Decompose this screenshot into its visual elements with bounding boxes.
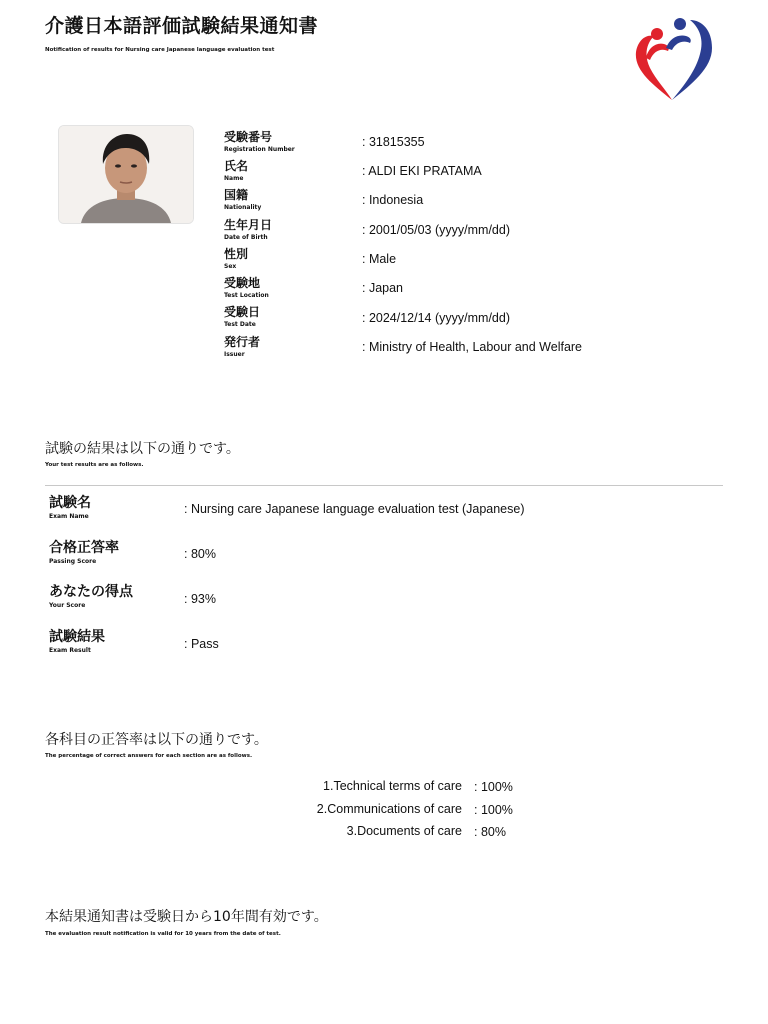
exam-result-label-english: Exam Result: [49, 647, 91, 654]
test-location-label-english: Test Location: [224, 292, 269, 299]
document-title: 介護日本語評価試験結果通知書: [45, 15, 319, 37]
section-scores-heading-english: The percentage of correct answers for each section are as follows.: [45, 753, 253, 759]
date-of-birth-label: 生年月日: [224, 218, 273, 232]
exam-name-value: : Nursing care Japanese language evaluation test (Japanese): [184, 502, 525, 516]
name-label: 氏名: [224, 159, 249, 173]
date-of-birth-label-english: Date of Birth: [224, 234, 268, 241]
registration-number-value: : 31815355: [362, 135, 425, 149]
nationality-value: : Indonesia: [362, 193, 424, 207]
name-value: : ALDI EKI PRATAMA: [362, 164, 482, 178]
mhlw-heart-logo-icon: [632, 14, 716, 104]
your-score-label-english: Your Score: [49, 602, 86, 609]
exam-result-value: : Pass: [184, 637, 219, 651]
issuer-label: 発行者: [224, 335, 261, 349]
passing-score-label-english: Passing Score: [49, 558, 97, 565]
issuer-label-english: Issuer: [224, 351, 245, 358]
name-label-english: Name: [224, 175, 244, 182]
registration-number-label: 受験番号: [224, 130, 273, 144]
results-heading-english: Your test results are as follows.: [45, 462, 144, 468]
section-score-technical-terms: : 100%: [474, 780, 513, 794]
nationality-label-english: Nationality: [224, 204, 262, 211]
results-heading: 試験の結果は以下の通りです。: [45, 441, 240, 457]
test-location-label: 受験地: [224, 276, 261, 290]
sex-value: : Male: [362, 252, 397, 266]
test-date-label-english: Test Date: [224, 321, 256, 328]
your-score-label: あなたの得点: [49, 584, 133, 600]
test-date-label: 受験日: [224, 305, 261, 319]
date-of-birth-value: : 2001/05/03 (yyyy/mm/dd): [362, 223, 510, 237]
results-divider: [45, 485, 723, 486]
passing-score-label: 合格正答率: [49, 540, 119, 556]
issuer-value: : Ministry of Health, Labour and Welfare: [362, 340, 583, 354]
section-score-documents: : 80%: [474, 825, 506, 839]
registration-number-label-english: Registration Number: [224, 146, 295, 153]
sex-label-english: Sex: [224, 263, 237, 270]
exam-name-label: 試験名: [49, 495, 91, 511]
exam-name-label-english: Exam Name: [49, 513, 89, 520]
validity-notice-english: The evaluation result notification is valid for 10 years from the date of test.: [45, 931, 281, 937]
nationality-label: 国籍: [224, 188, 249, 202]
test-date-value: : 2024/12/14 (yyyy/mm/dd): [362, 311, 510, 325]
section-score-communications: : 100%: [474, 803, 513, 817]
document-title-english: Notification of results for Nursing care Japanese language evaluation test: [45, 47, 275, 53]
candidate-photo: [58, 125, 194, 224]
sex-label: 性別: [224, 247, 249, 261]
test-location-value: : Japan: [362, 281, 404, 295]
validity-notice: 本結果通知書は受験日から10年間有効です。: [45, 909, 328, 925]
section-name-documents: 3.Documents of care: [346, 824, 462, 838]
passing-score-value: : 80%: [184, 547, 216, 561]
section-name-technical-terms: 1.Technical terms of care: [323, 779, 462, 793]
your-score-value: : 93%: [184, 592, 216, 606]
section-scores-heading: 各科目の正答率は以下の通りです。: [45, 732, 268, 748]
exam-result-label: 試験結果: [49, 629, 105, 645]
section-name-communications: 2.Communications of care: [316, 802, 462, 816]
